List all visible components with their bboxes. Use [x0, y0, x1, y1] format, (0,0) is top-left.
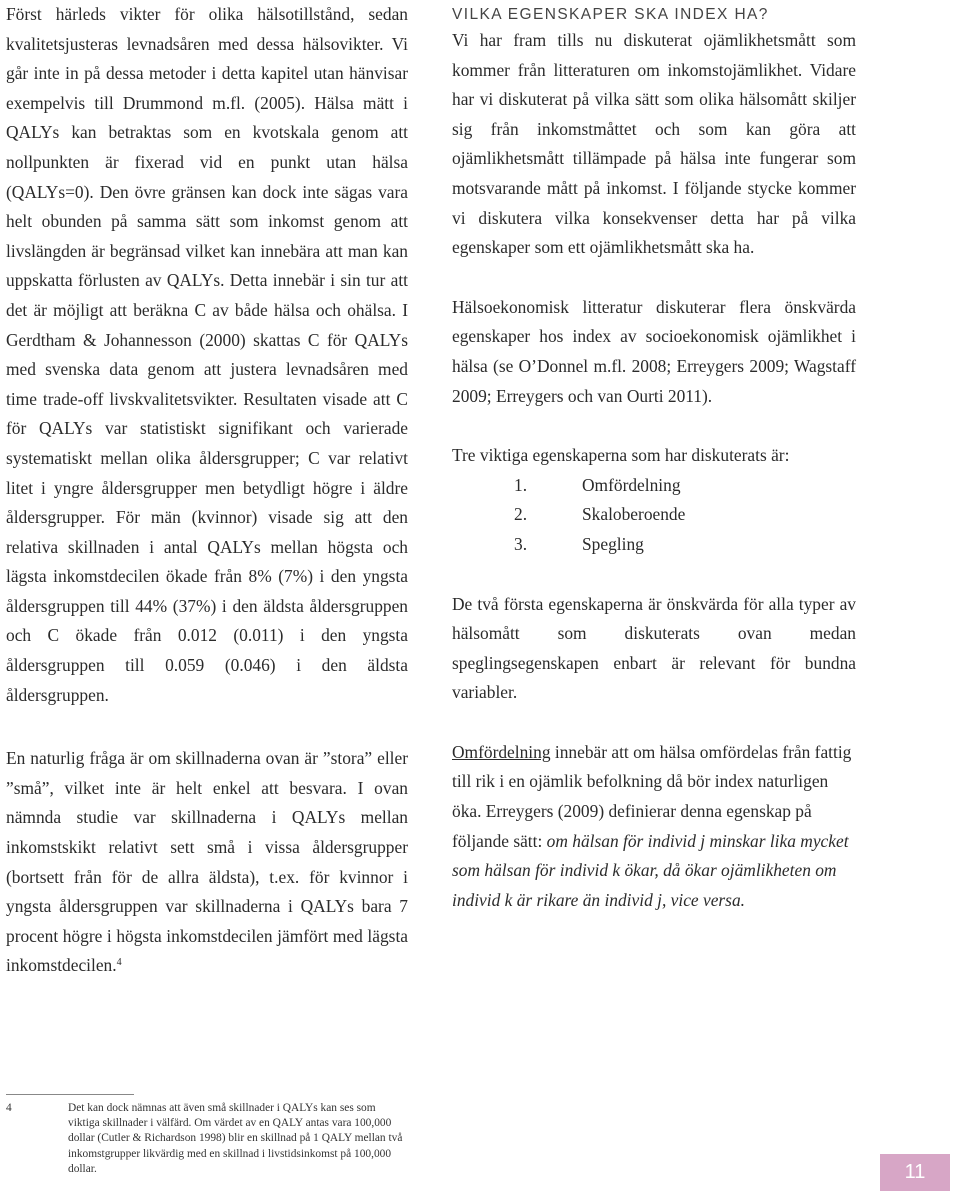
- paragraph-gap: [452, 263, 856, 293]
- footnote-number: 4: [6, 1102, 12, 1114]
- paragraph-gap: [452, 411, 856, 441]
- list-number: 3.: [514, 533, 528, 554]
- list-number: 1.: [514, 474, 528, 495]
- body-paragraph: De två första egenskaperna är önskvärda för alla typer av hälsomått som diskuterats ovan medan speglingsegenskapen enbart är relevant för bundna variabler.: [452, 593, 856, 703]
- properties-list: [452, 471, 856, 560]
- body-paragraph: [6, 744, 408, 981]
- paragraph-gap: [452, 560, 856, 590]
- definition-italic: om hälsan för individ j minskar lika mycket som hälsan för individ k ökar, då ökar ojämlikheten om individ k är rikare än individ j, vice versa.: [452, 830, 849, 910]
- body-paragraph: [452, 738, 856, 916]
- list-item: [514, 500, 856, 530]
- footnote-ref[interactable]: 4: [116, 957, 122, 969]
- list-number: 2.: [514, 504, 528, 525]
- list-label: Spegling: [582, 533, 644, 554]
- footnote-text: Det kan dock nämnas att även små skillnader i QALYs kan ses som viktiga skillnader i välfärd. Om värdet av en QALY antas vara 100,000 dollar (Cutler & Richardson 1998) blir en skillnad på 1 QALY mellan två inkomstgrupper likvärdig med en skillnad i livstidsinkomst på 100,000 dollar.: [68, 1102, 403, 1175]
- paragraph-text: innebär att om hälsa omfördelas från fattig till rik i en ojämlik befolkning då bör index naturligen öka. Erreygers (2009) definierar denna egenskap på följande sätt:: [452, 741, 852, 851]
- paragraph-gap: [6, 710, 408, 744]
- right-column: [452, 0, 856, 915]
- paragraph-gap: [452, 708, 856, 738]
- left-column: [6, 0, 408, 981]
- list-item: [514, 471, 856, 501]
- term-omfordelning: Omfördelning: [452, 741, 551, 762]
- section-heading: VILKA EGENSKAPER SKA INDEX HA?: [452, 6, 769, 23]
- footnote-divider: [6, 1094, 134, 1095]
- body-paragraph: Först härleds vikter för olika hälsotillstånd, sedan kvalitetsjusteras levnadsåren med dessa hälsovikter. Vi går inte in på dessa metoder i detta kapitel utan hänvisar exempelvis till Drummond m.fl. (2005). Hälsa mätt i QALYs kan betraktas som en kvotskala genom att nollpunkten är fixerad vid en punkt utan hälsa (QALYs=0). Den övre gränsen kan dock inte sägas vara helt obunden på samma sätt som inkomst genom att livslängden är begränsad vilket kan innebära att man kan uppskatta förlusten av QALYs. Detta innebär i sin tur att det är möjligt att beräkna C av både hälsa och ohälsa. I Gerdtham & Johannesson (2000) skattas C för QALYs med svenska data genom att justera levnadsåren med time trade-off livskvalitetsvikter. Resultaten visade att C för QALYs var statistiskt signifikant och varierade systematiskt mellan olika åldersgrupper; C var relativt litet i yngre åldersgrupper men betydligt högre i äldre åldersgrupper. För män (kvinnor) visade sig att den relativa skillnaden i antal QALYs mellan högsta och lägsta inkomstdecilen ökade från 8% (7%) i den yngsta åldersgruppen till 44% (37%) i den äldsta åldersgruppen och C ökade från 0.012 (0.011) i den yngsta åldersgruppen till 0.059 (0.046) i den äldsta åldersgruppen.: [6, 4, 408, 705]
- body-paragraph: Vi har fram tills nu diskuterat ojämlikhetsmått som kommer från litteraturen om inkomstojämlikhet. Vidare har vi diskuterat på vilka sätt som olika hälsomått skiljer sig från inkomstmåttet och som kan göra att ojämlikhetsmått tillämpade på hälsa inte fungerar som motsvarande mått på inkomst. I följande stycke kommer vi diskutera vilka konsekvenser detta har på vilka egenskaper som ett ojämlikhetsmått ska ha.: [452, 30, 856, 258]
- paragraph-text: En naturlig fråga är om skillnaderna ovan är ”stora” eller ”små”, vilket inte är helt enkel att besvara. I ovan nämnda studie var skillnaderna i QALYs mellan inkomstskikt relativt sett små i vissa åldersgrupper (bortsett från för de allra äldsta), t.ex. för kvinnor i yngsta åldersgruppen var skillnaderna i QALYs bara 7 procent högre i högsta inkomstdecilen jämfört med lägsta inkomstdecilen.: [6, 748, 408, 976]
- list-label: Skaloberoende: [582, 504, 686, 525]
- list-label: Omfördelning: [582, 474, 681, 495]
- list-item: [514, 530, 856, 560]
- page-number: 11: [880, 1154, 950, 1191]
- body-paragraph: Hälsoekonomisk litteratur diskuterar flera önskvärda egenskaper hos index av socioekonomisk ojämlikhet i hälsa (se O’Donnel m.fl. 2008; Erreygers 2009; Wagstaff 2009; Erreygers och van Ourti 2011).: [452, 296, 856, 406]
- list-intro: Tre viktiga egenskaperna som har diskuterats är:: [452, 445, 790, 466]
